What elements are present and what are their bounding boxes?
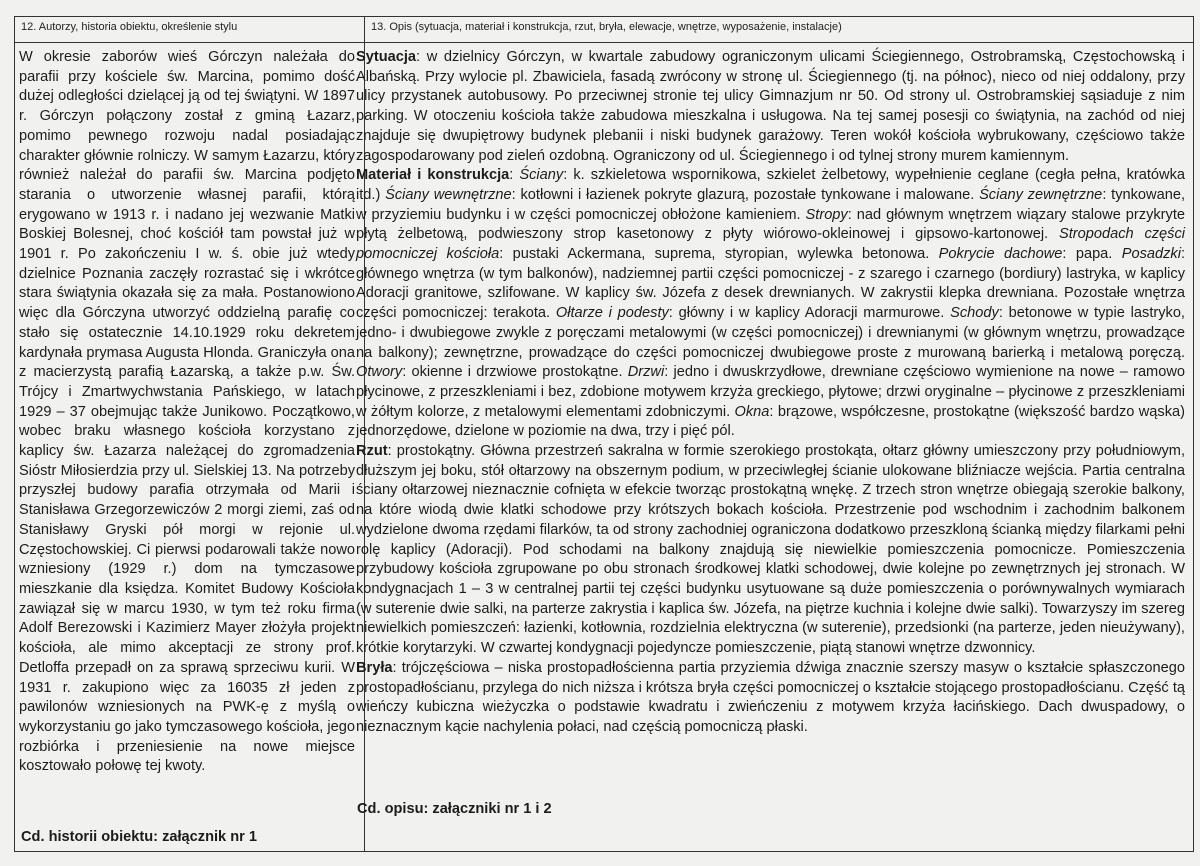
- ceilings-text: : nad głównym wnętrzem wiązary stalowe przykryte płytą żelbetową, podwieszony strop kasetonowy z płyty wiórowo-okleinowej i gipsowo-kartonowej.: [356, 206, 1185, 243]
- situation-label: Sytuacja: [356, 49, 417, 65]
- floors-text: : głównego wnętrza (w tym balkonów), nadziemnej partii części pomocniczej - z szarego i czarnego (bordiury) lastryka, w kaplicy Adoracji granitowe, szlifowane. W kaplicy św. Józefa z desek drewnianych. W zakrystii klepka drewniana. Pozostałe wnętrza części pomocniczej: terakota.: [356, 246, 1185, 322]
- doors-text: : jedno i dwuskrzydłowe, drewniane częściowo wymienione na nowe – ramowo płycinowe, z przeszkleniami i bez, zdobione motywem krzyża greckiego, płytowe; drzwi oryginalne – płycinowe z przeszkleniami w żółtym kolorze, z metalowymi elementami zdobniczymi.: [356, 364, 1185, 420]
- situation-paragraph: [356, 48, 1185, 166]
- roofing-term: Pokrycie dachowe: [938, 246, 1063, 263]
- inner-walls-term: Ściany wewnętrzne: [385, 186, 512, 203]
- windows-term: Okna: [734, 403, 770, 420]
- stairs-term: Schody: [950, 305, 999, 322]
- walls-term: Ściany: [519, 167, 564, 184]
- material-label: Materiał i konstrukcja: [356, 167, 510, 184]
- inner-walls-text: : kotłowni i łazienek pokryte glazurą, pozostałe tynkowane i malowane.: [511, 186, 980, 203]
- floors-term: Posadzki: [1121, 246, 1181, 263]
- mass-text: : trójczęściowa – niska prostopadłościenna partia przyziemia dźwiga znacznie szerszy masyw o kształcie spłaszczonego prostopadłościanu, przylega do nich niższa i krótsza bryła części pomocniczej o kształcie stojącego prostopadłościanu. Część tą wieńczy kubiczna wieżyczka o podstawie kwadratu i zwieńczeniu z motywem krzyża łacińskiego. Dach dwuspadowy, o nieznacznym kącie nachylenia połaci, nad częścią pomocniczą płaski.: [356, 659, 1185, 735]
- material-paragraph: Materiał i konstrukcja: Ściany: k. szkieletowa wspornikowa, szkielet żelbetowy, wypełnienie ceglane (cegła pełna, kratówka itd.) Ściany wewnętrzne: kotłowni i łazienek pokryte glazurą, pozostałe tynkowane i malowane. Ściany zewnętrzne: tynkowane, w przyziemiu budynku i w części pomocniczej obłożone kamieniem. Stropy: nad głównym wnętrzem wiązary stalowe przykryte płytą żelbetową, podwieszony strop kasetonowy z płyty wiórowo-okleinowej i gipsowo-kartonowej. Stropodach części pomocniczej kościoła: pustaki Ackermana, suprema, styropian, wylewka betonowa. Pokrycie dachowe: papa. Posadzki: głównego wnętrza (w tym balkonów), nadziemnej partii części pomocniczej - z szarego i czarnego (bordiury) lastryka, w kaplicy Adoracji granitowe, szlifowane. W kaplicy św. Józefa z desek drewnianych. W zakrystii klepka drewniana. Pozostałe wnętrza części pomocniczej: terakota. Ołtarze i podesty: główny i w kaplicy Adoracji marmurowe. Schody: betonowe w typie lastryko, jedno- i dwubiegowe zwykle z poręczami metalowymi (w części pomocniczej) i drewnianymi (w głównym wnętrzu, prowadzące na balkony); zewnętrzne, prowadzące do części pomocniczej dwubiegowe proste z murowaną barierką i metalową poręczą. Otwory: okienne i drzwiowe prostokątne. Drzwi: jedno i dwuskrzydłowe, drewniane częściowo wymienione na nowe – ramowo płycinowe, z przeszkleniami i bez, zdobione motywem krzyża greckiego, płytowe; drzwi oryginalne – płycinowe z przeszkleniami w żółtym kolorze, z metalowymi elementami zdobniczymi. Okna: brązowe, współczesne, prostokątne (większość bardzo wąska) jednorzędowe, dzielone w poziomie na dwa, trzy i pięć pól.: [356, 167, 1185, 440]
- doors-term: Drzwi: [627, 364, 665, 381]
- outer-walls-term: Ściany zewnętrzne: [979, 186, 1103, 203]
- history-column: [19, 48, 355, 777]
- plan-paragraph: [356, 442, 1185, 659]
- mass-paragraph: [356, 659, 1185, 738]
- form-table: [14, 16, 1194, 852]
- openings-term: Otwory: [356, 364, 403, 381]
- situation-text: : w dzielnicy Górczyn, w kwartale zabudowy ograniczonym ulicami Ściegiennego, Ostrobramską, Częstochowską i Albańską. Przy wylocie pl. Zbawiciela, fasadą zwrócony w stronę ul. Ściegiennego (tj. na północ), nieco od niej oddalony, przy ulicy przystanek autobusowy. Po przeciwnej stronie tej ulicy Gimnazjum nr 50. Od strony ul. Ostrobramskiej sąsiaduje z nim parking. W otoczeniu kościoła także zabudowa mieszkalna i usługowa. Na tej samej posesji co świątynia, na zachód od niej znajduje się dwupiętrowy budynek plebanii i niski budynek garażowy. Teren wokół kościoła wybrukowany, częściowo także zagospodarowany pod zieleń ozdobną. Ograniczony od ul. Ściegiennego i od tylnej strony murem kamiennym.: [356, 49, 1185, 164]
- altars-text: : główny i w kaplicy Adoracji marmurowe.: [668, 305, 951, 322]
- description-column: [356, 48, 1185, 738]
- altars-term: Ołtarze i podesty: [555, 305, 669, 322]
- roofing-text: : papa.: [1062, 246, 1122, 263]
- history-section-header: 12. Autorzy, historia obiektu, określenie stylu: [21, 21, 238, 33]
- flat-roof-term: Stropodach części pomocniczej kościoła: [356, 226, 1185, 263]
- ceilings-term: Stropy: [805, 206, 848, 223]
- flat-roof-text: : pustaki Ackermana, suprema, styropian, wylewka betonowa.: [499, 246, 939, 263]
- plan-label: Rzut: [356, 443, 388, 460]
- history-text: W okresie zaborów wieś Górczyn należała do parafii przy kościele św. Marcina, pomimo dość dużej odległości dzielącej ją od tej świątyni. W 1897 r. Górczyn połączony został z gminą Łazarz, pomimo pewnego rozwoju nadal posiadając charakter głównie rolniczy. W samym Łazarzu, który również należał do parafii św. Marcina podjęto starania o utworzenie własnej parafii, którą erygowano w 1913 r. i nadano jej wezwanie Matki Boskiej Bolesnej, choć kościół tam powstał już w 1901 r. Po zakończeniu I w. ś. obie już wtedy dzielnice Poznania zaczęły rozrastać się i wkrótce stara świątynia okazała się za mała. Postanowiono więc dla Górczyna utworzyć oddzielną parafię co stało się ostatecznie 14.10.1929 roku dekretem kardynała prymasa Augusta Hlonda. Graniczyła ona z macierzystą parafią Łazarską, a także p.w. Św. Trójcy i Zmartwychwstania Pańskiego, w latach 1929 – 37 obejmując także Junikowo. Początkowo, wobec braku własnego kościoła korzystano z kaplicy św. Łazarza należącej do zgromadzenia Sióstr Miłosierdzia przy ul. Sielskiej 13. Na potrzeby przyszłej budowy parafia otrzymała od Marii i Stanisława Grzegorzewiczów 2 morgi ziemi, zaś od Stanisławy Gryski pół morgi w rejonie ul. Częstochowskiej. Ci pierwsi podarowali także nowo wzniesiony (1929 r.) dom na tymczasowe mieszkanie dla księdza. Komitet Budowy Kościoła zawiązał się w marcu 1930, w tym też roku firma Adolf Berezowski i Kazimierz Mayer złożyła projekt kościoła, ale mimo akceptacji ze strony prof. Detloffa przepadł on za sprawą sprzeciwu kurii. W 1931 r. zakupiono więc za 16035 zł jeden z pawilonów wzniesionych na PWK-ę z myślą o wykorzystaniu go jako tymczasowego kościoła, jego rozbiórka i przeniesienie na nowe miejsce kosztowało połowę tej kwoty.: [19, 49, 355, 775]
- description-section-header: 13. Opis (sytuacja, materiał i konstrukcja, rzut, bryła, elewacje, wnętrze, wyposażenie, instalacje): [371, 21, 842, 33]
- mass-label: Bryła: [356, 659, 393, 676]
- windows-text: : brązowe, współczesne, prostokątne (większość bardzo wąska) jednorzędowe, dzielone w poziomie na dwa, trzy i pięć pól.: [356, 403, 1185, 440]
- stairs-text: : betonowe w typie lastryko, jedno- i dwubiegowe zwykle z poręczami metalowymi (w części pomocniczej) i drewnianymi (w głównym wnętrzu, prowadzące na balkony); zewnętrzne, prowadzące do części pomocniczej dwubiegowe proste z murowaną barierką i metalową poręczą.: [356, 305, 1185, 361]
- plan-text: : prostokątny. Główna przestrzeń sakralna w formie szerokiego prostokąta, ołtarz główny umieszczony przy południowym, dłuższym jej boku, stół ołtarzowy na obszernym podium, w przeciwległej ścianie ulokowane bliźniacze wejścia. Partia centralna ściany ołtarzowej nieznacznie cofnięta w efekcie tworząc prostokątną wnękę. Z trzech stron wnętrze obiegają szerokie balkony, na które wiodą dwie klatki schodowe przy krótszych bokach kościoła. Przestrzenie pod wschodnim i zachodnim balkonem wydzielone dwoma rzędami filarków, ta od strony zachodniej ograniczona dodatkowo przeszkloną ścianką między filarkami pełni rolę kaplicy (Adoracji). Pod schodami na balkony znajdują się niewielkie pomieszczenia pomocnicze. Pomieszczenia przybudowy kościoła zgrupowane po obu stronach środkowej klatki schodowej, dwie kolejne po zewnętrznych jej stronach. W kondygnacjach 1 – 3 w centralnej partii tej części budynku usytuowane są duże pomieszczenia o porównywalnych wymiarach (w suterenie dwie salki, na parterze zakrystia i kaplica św. Józefa, na piętrze kuchnia i kolejne dwie salki). Towarzyszy im szereg niewielkich pomieszczeń: łazienki, kotłownia, rozdzielnia elektryczna (w suterenie), przedsionki (na parterze, jeden nieużywany), krótkie korytarzyki. W czwartej kondygnacji pojedyncze pomieszczenie, piątą stanowi wnętrze dzwonnicy.: [356, 443, 1185, 657]
- description-continuation-ref: Cd. opisu: załączniki nr 1 i 2: [357, 801, 552, 817]
- walls-text: : k. szkieletowa wspornikowa, szkielet żelbetowy, wypełnienie ceglane (cegła pełna, kratówka itd.): [356, 167, 1185, 203]
- openings-text: : okienne i drzwiowe prostokątne.: [402, 364, 628, 381]
- outer-walls-text: : tynkowane, w przyziemiu budynku i w części pomocniczej obłożone kamieniem.: [356, 186, 1185, 223]
- header-divider: [15, 42, 1193, 43]
- history-continuation-ref: Cd. historii obiektu: załącznik nr 1: [21, 829, 257, 845]
